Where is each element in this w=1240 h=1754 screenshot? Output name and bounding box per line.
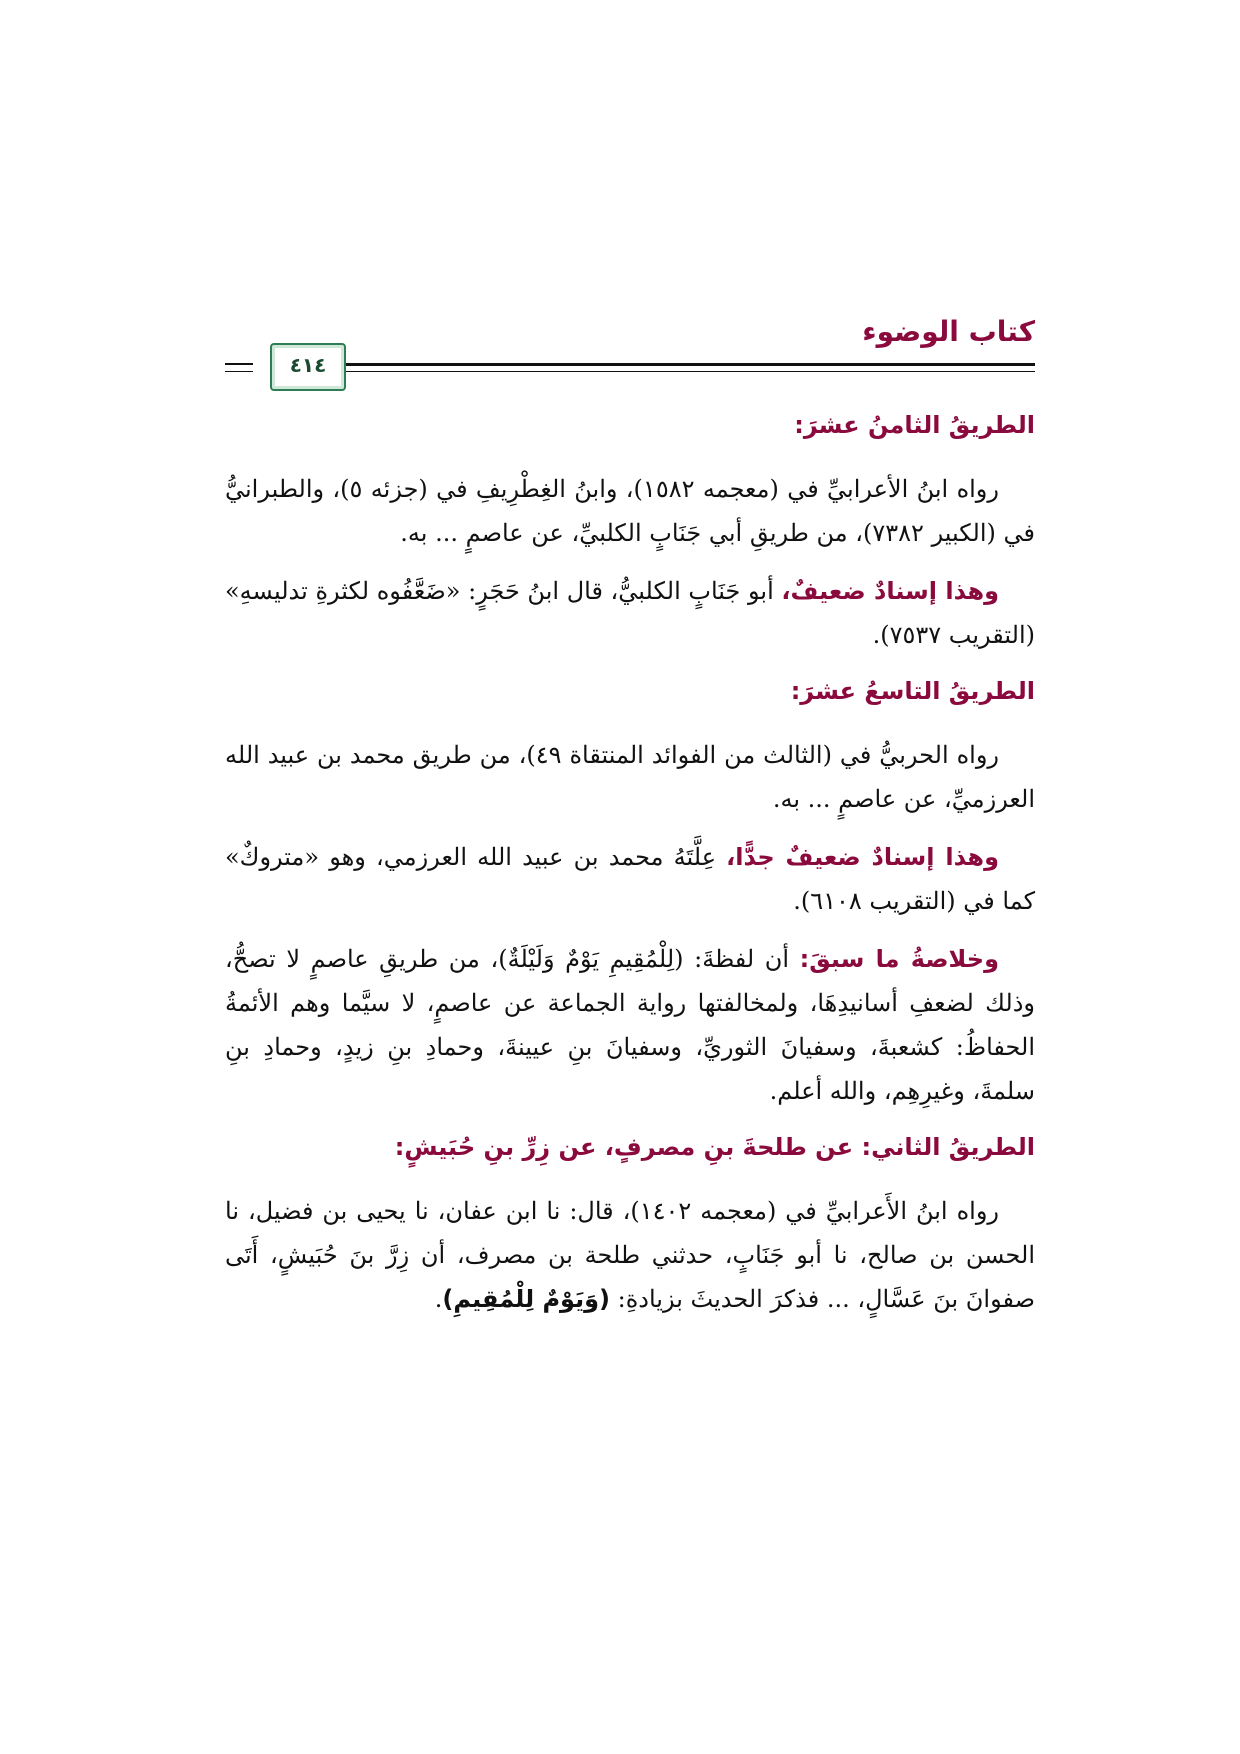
section-heading: الطريقُ التاسعُ عشرَ:: [790, 677, 1035, 705]
paragraph-text: رواه ابنُ الأَعرابيِّ في (معجمه ١٤٠٢)، قال: نا ابن عفان، نا يحيى بن فضيل، نا الحسن بن صالح، نا أبو جَنَابٍ، حدثني طلحة بن مصرف، أن زِرَّ بنَ حُبَيشٍ، أَتَى صفوانَ بنَ عَسَّالٍ، ... فذكرَ الحديثَ بزيادةِ:: [225, 1197, 1035, 1313]
paragraph: [225, 937, 1035, 1113]
page-number: ٤١٤: [289, 353, 327, 377]
paragraph: [225, 1189, 1035, 1321]
header-rule-thin: [275, 371, 1035, 372]
page-header: [225, 315, 1035, 385]
paragraph-lead: وهذا إسنادٌ ضعيفٌ جدًّا،: [726, 843, 999, 871]
paragraph-text: أن لفظةَ: (لِلْمُقِيمِ يَوْمٌ وَلَيْلَةٌ)، من طريقِ عاصمٍ لا تصحُّ، وذلك لضعفِ أسانيدِهَا، ولمخالفتها رواية الجماعة عن عاصمٍ، لا سيَّما وهم الأئمةُ الحفاظُ: كشعبةَ، وسفيانَ الثوريِّ، وسفيانَ بنِ عيينةَ، وحمادِ بنِ زيدٍ، وحمادِ بنِ سلمةَ، وغيرِهِم، والله أعلم.: [225, 945, 1035, 1105]
header-rule-left-thin: [225, 371, 253, 372]
page-number-badge: [270, 343, 346, 391]
header-rule-left: [225, 363, 253, 365]
book-title: كتاب الوضوء: [862, 315, 1035, 348]
header-rule: [275, 363, 1035, 366]
quoted-phrase: (وَيَوْمٌ لِلْمُقِيمِ): [442, 1285, 610, 1313]
paragraph: رواه ابنُ الأعرابيِّ في (معجمه ١٥٨٢)، وابنُ الغِطْرِيفِ في (جزئه ٥)، والطبرانيُّ في (الكبير ٧٣٨٢)، من طريقِ أبي جَنَابٍ الكلبيِّ، عن عاصمٍ ... به.: [225, 475, 1035, 547]
paragraph: [225, 569, 1035, 657]
paragraph-end: .: [434, 1285, 443, 1313]
section-heading: الطريقُ الثامنُ عشرَ:: [794, 411, 1035, 439]
page-body: [225, 405, 1035, 1335]
paragraph-text: عِلَّتَهُ محمد بن عبيد الله العرزمي، وهو «متروكٌ» كما في (التقريب ٦١٠٨).: [225, 843, 1035, 915]
paragraph-lead: وخلاصةُ ما سبقَ:: [799, 945, 999, 973]
paragraph-text: أبو جَنَابٍ الكلبيُّ، قال ابنُ حَجَرٍ: «ضَعَّفُوه لكثرةِ تدليسهِ» (التقريب ٧٥٣٧).: [225, 577, 1035, 649]
paragraph: رواه الحربيُّ في (الثالث من الفوائد المنتقاة ٤٩)، من طريق محمد بن عبيد الله العرزميِّ، عن عاصمٍ ... به.: [225, 741, 1035, 813]
section-heading: الطريقُ الثاني: عن طلحةَ بنِ مصرفٍ، عن زِرِّ بنِ حُبَيشٍ:: [394, 1133, 1035, 1161]
paragraph: [225, 835, 1035, 923]
paragraph-lead: وهذا إسنادٌ ضعيفٌ،: [781, 577, 1000, 605]
